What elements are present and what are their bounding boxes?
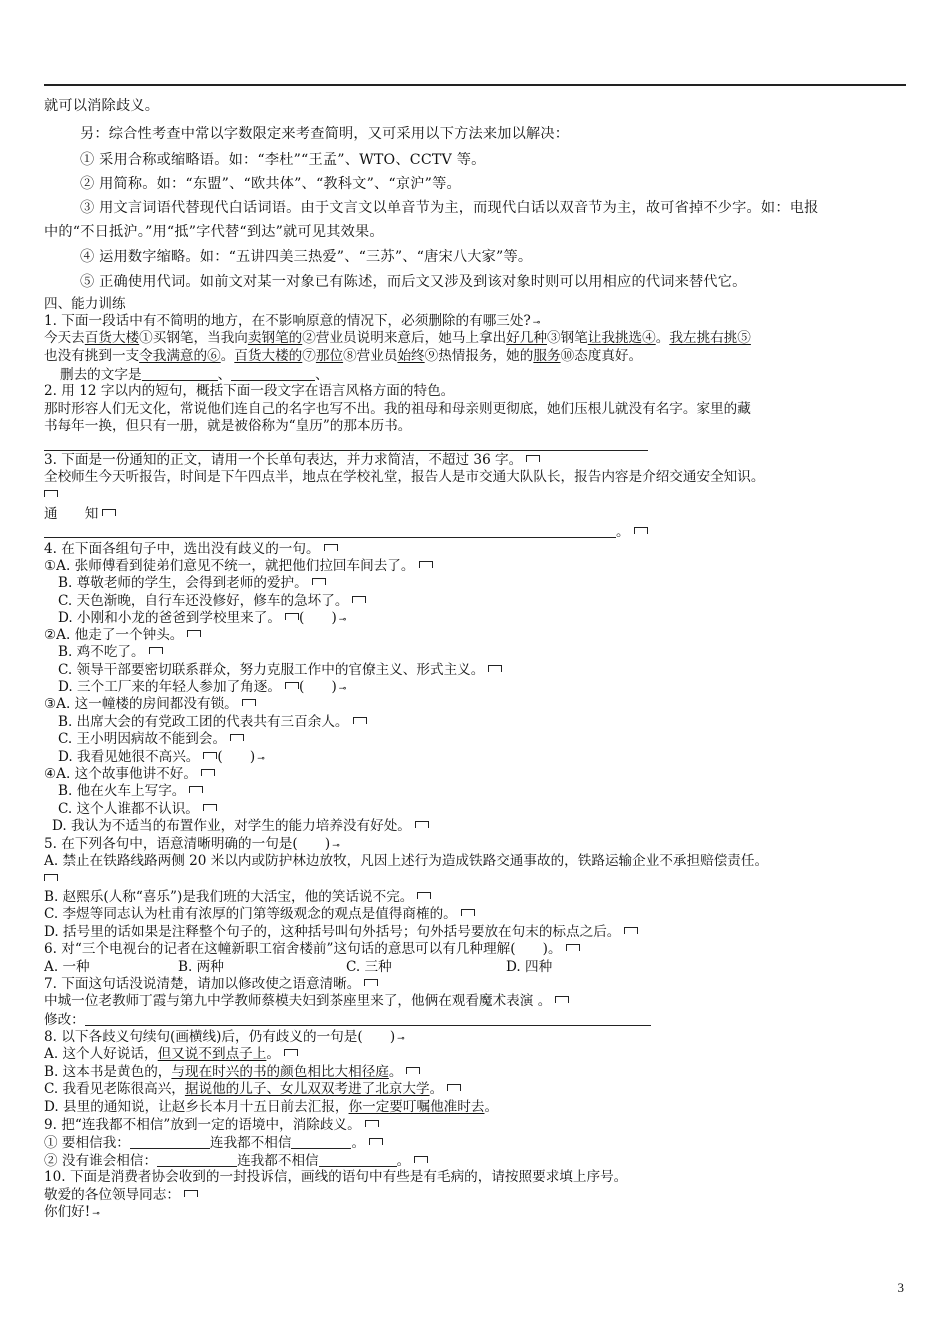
intro-item-5: ⑤ 正确使用代词。如前文对某一对象已有陈述，而后文又涉及到该对象时则可以用相应的代词来替代它。 [80,274,747,290]
q4-option: C. 领导干部要密切联系群众，努力克服工作中的官僚主义、形式主义。 [58,662,502,679]
q6-title: 6. 对“三个电视台的记者在这幢新职工宿舍楼前”这句话的意思可以有几种理解( )。 [44,941,580,958]
q7-text: 中城一位老教师丁霞与第九中学教师蔡模夫妇到茶座里来了，他俩在观看魔术表演 。 [44,993,569,1010]
section-title: 四、能力训练 [44,296,126,312]
page-number: 3 [897,1280,904,1295]
q1-underlined: 好几种 [506,330,547,346]
q8-option: D. 县里的通知说，让赵乡长本月十五日前去汇报，你一定要叮嘱他准时去。 [44,1099,499,1115]
q4-title: 4. 在下面各组句子中，选出没有歧义的一句。 [44,541,338,558]
q4-option: D. 小刚和小龙的爸爸到学校里来了。 ( ) ⊸ [58,610,346,626]
intro-item-3: ③ 用文言词语代替现代白话词语。由于文言文以单音节为主，而现代白话以双音节为主，故可省掉不少字。如：电报 [80,200,819,216]
q1-underlined: 始终 [397,348,425,364]
q1-underlined: 百货大楼 [84,330,140,346]
q2-text: 那时形容人们无文化，常说他们连自己的名字也写不出。我的祖母和母亲则更彻底，她们压根儿就没有名字。家里的藏 [44,401,751,417]
answer-blank[interactable] [130,1134,210,1149]
q2-answer-line[interactable] [44,450,648,451]
q8-option: C. 我看见老陈很高兴，据说他的儿子、女儿双双考进了北京大学。 [44,1081,461,1098]
intro-item-4: ④ 运用数字缩略。如：“五讲四美三热爱”、“三苏”、“唐宋八大家”等。 [80,249,533,265]
answer-blank[interactable] [231,366,315,381]
q1-underlined: 百货大楼的 [234,348,303,364]
answer-blank[interactable] [157,1152,237,1167]
q3-answer-line: 。 [44,523,648,541]
q4-option: C. 这个人谁都不认识。 [58,801,217,818]
q4-option: ③A. 这一幢楼的房间都没有锁。 [44,696,256,713]
intro-item-3-cont: 中的“不日抵沪。”用“抵”字代替“到达”就可见其效果。 [44,224,384,240]
q3-text: 全校师生今天听报告，时间是下午四点半，地点在学校礼堂，报告人是市交通大队队长，报告内容是介绍交通安全知识。 [44,469,765,485]
q4-option: ①A. 张师傅看到徒弟们意见不统一，就把他们拉回车间去了。 [44,558,433,575]
q8-option: B. 这本书是黄色的，与现在时兴的书的颜色相比大相径庭。 [44,1064,420,1081]
q1-underlined: 卖钢笔的 [247,330,303,346]
q6-option-a: A. 一种 [44,959,90,975]
q9-line: ① 要相信我： 连我都不相信 。 [44,1134,383,1152]
header-rule [44,84,906,86]
q4-option: C. 天色渐晚，自行车还没修好，修车的急坏了。 [58,593,366,610]
answer-blank[interactable] [85,1011,651,1026]
q5-option: D. 括号里的话如果是注释整个句子的，这种括号叫句外括号；句外括号要放在句末的标点之后。 [44,924,638,941]
intro-item-2: ② 用简称。如：“东盟”、“欧共体”、“教科文”、“京沪”等。 [80,176,461,192]
q4-option: B. 他在火车上写字。 [58,783,203,800]
q1-underlined: 我左挑右挑⑤ [669,330,751,346]
paragraph-mark [44,871,58,888]
q5-option: C. 李煜等同志认为杜甫有浓厚的门第等级观念的观点是值得商榷的。 [44,906,475,923]
answer-blank[interactable] [142,366,218,381]
q7-fix-line: 修改： [44,1011,651,1029]
q6-option-c: C. 三种 [346,959,392,975]
q8-title: 8. 以下各歧义句续句(画横线)后，仍有歧义的一句是( ) ⊸ [44,1029,404,1045]
answer-blank[interactable] [319,1152,397,1167]
q3-heading: 通 知 [44,506,116,523]
q5-option: B. 赵熙乐(人称“喜乐”)是我们班的大活宝，他的笑话说不完。 [44,889,431,906]
q5-title: 5. 在下列各句中，语意清晰明确的一句是( ) ⊸ [44,836,339,852]
q2-title: 2. 用 12 字以内的短句，概括下面一段文字在语言风格方面的特色。 [44,383,455,399]
intro-line: 另：综合性考查中常以字数限定来考查简明，又可采用以下方法来加以解决： [80,126,570,142]
q4-option: B. 尊敬老师的学生，会得到老师的爱护。 [58,575,326,592]
q6-option-b: B. 两种 [178,959,224,975]
q1-title: 1. 下面一段话中有不简明的地方，在不影响原意的情况下，必须删除的有哪三处? ⊸ [44,313,540,329]
q1-underlined: 让我挑选④ [587,330,656,346]
q8-option: A. 这个人好说话，但又说不到点子上。 [44,1046,298,1063]
q10-letter-line: 敬爱的各位领导同志： [44,1187,198,1204]
answer-blank[interactable] [44,523,616,538]
q9-title: 9. 把“连我都不相信”放到一定的语境中，消除歧义。 [44,1117,379,1134]
q1-paragraph-line: 今天去百货大楼①买钢笔，当我向卖钢笔的②营业员说明来意后，她马上拿出好几种③钢笔让我挑选④。我左挑右挑⑤ [44,330,751,346]
q1-underlined: 令我满意的⑥ [139,348,221,364]
q2-text: 书每年一换，但只有一册，就是被俗称为“皇历”的那本历书。 [44,418,412,434]
q1-answer-line: 删去的文字是 、 、 [60,367,329,383]
q1-paragraph-line: 也没有挑到一支令我满意的⑥。百货大楼的⑦那位⑧营业员始终⑨热情报务，她的服务⑩态度真好。 [44,348,643,364]
q4-option: C. 王小明因病故不能到会。 [58,731,244,748]
q4-option: B. 鸡不吃了。 [58,644,163,661]
q4-option: B. 出席大会的有党政工团的代表共有三百余人。 [58,714,367,731]
paragraph-mark [44,487,58,504]
q1-underlined: 服务 [533,348,561,364]
q4-option: ④A. 这个故事他讲不好。 [44,766,215,783]
q4-option: D. 我看见她很不高兴。 ( ) ⊸ [58,749,264,765]
q7-title: 7. 下面这句话没说清楚，请加以修改使之语意清晰。 [44,976,378,993]
q10-letter-line: 你们好! ⊸ [44,1204,99,1220]
q5-option: A. 禁止在铁路线路两侧 20 米以内或防护林边放牧，凡因上述行为造成铁路交通事故的，铁路运输企业不承担赔偿责任。 [44,853,769,869]
intro-line: 就可以消除歧义。 [44,98,160,114]
q4-option: D. 三个工厂来的年轻人参加了角逐。 ( ) ⊸ [58,679,346,695]
q10-title: 10. 下面是消费者协会收到的一封投诉信，画线的语句中有些是有毛病的，请按照要求填上序号。 [44,1169,628,1185]
answer-blank[interactable] [291,1134,351,1149]
q3-title: 3. 下面是一份通知的正文，请用一个长单句表达，并力求简洁，不超过 36 字。 [44,452,540,469]
q1-underlined: 那位 [315,348,344,364]
q4-option: D. 我认为不适当的布置作业，对学生的能力培养没有好处。 [52,818,429,835]
q6-option-d: D. 四种 [506,959,553,975]
intro-item-1: ① 采用合称或缩略语。如：“李杜”“王孟”、WTO、CCTV 等。 [80,152,486,168]
q9-line: ② 没有谁会相信： 连我都不相信 。 [44,1152,428,1170]
q4-option: ②A. 他走了一个钟头。 [44,627,201,644]
